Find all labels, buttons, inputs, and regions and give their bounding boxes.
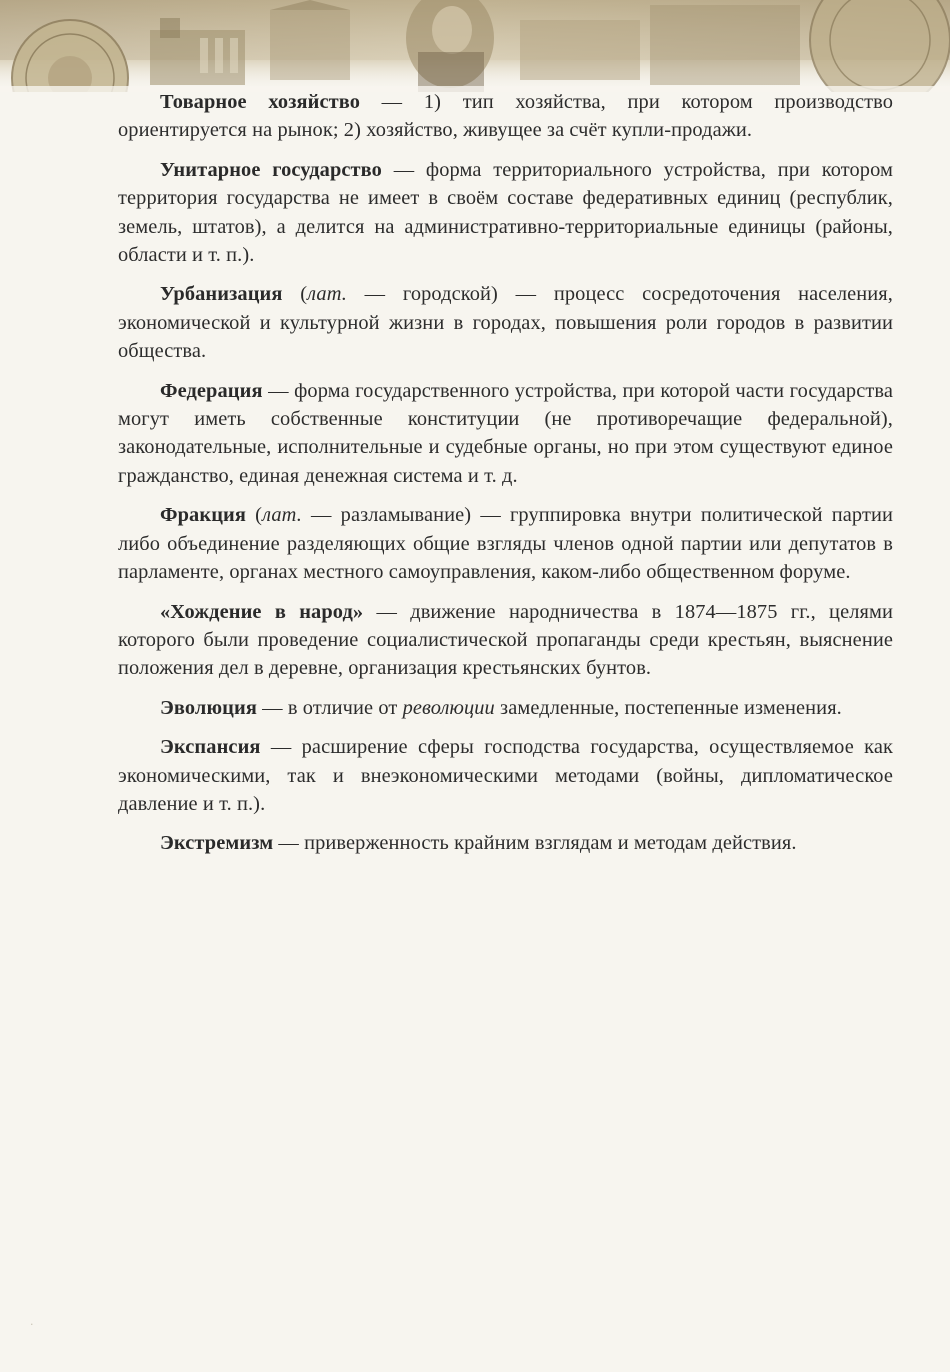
glossary-entry-urbanization xyxy=(118,280,893,365)
language-abbrev: лат. xyxy=(262,504,302,527)
definition-text-before: — в отличие от xyxy=(256,696,403,719)
glossary-entry-commodity-economy xyxy=(118,88,893,145)
definition-open-paren: ( xyxy=(246,504,263,527)
term-label: Федерация xyxy=(160,379,263,402)
glossary-entry-unitary-state xyxy=(118,156,893,270)
glossary-entry-evolution xyxy=(118,694,893,722)
glossary-entry-extremism xyxy=(118,829,893,857)
definition-text: — форма территориального устройства, при котором территория государства не имеет в своём составе федеративных единиц (республик, земель, штатов), а делится на административно-территориальные единицы (районы, области и т. п.). xyxy=(118,158,893,267)
term-label: Экспансия xyxy=(160,736,261,759)
glossary-entry-faction xyxy=(118,501,893,586)
definition-open-paren: ( xyxy=(282,283,308,306)
header-decorative-banner xyxy=(0,0,950,92)
term-label: Экстремизм xyxy=(160,832,274,855)
term-label: Унитарное государство xyxy=(160,158,382,181)
definition-text: замедленные, постепенные изменения. xyxy=(494,696,842,719)
header-vignette-image xyxy=(0,0,950,92)
term-label: «Хождение в народ» xyxy=(160,600,364,623)
glossary-entry-federation xyxy=(118,377,893,491)
definition-text: — расширение сферы господства государства, осуществляемое как экономическими, так и внеэкономическими методами (войны, дипломатическое давление и т. п.). xyxy=(118,736,893,815)
term-label: Фракция xyxy=(160,504,247,527)
definition-text: — форма государственного устройства, при которой части государства могут иметь собственные конституции (не противоречащие федеральной), законодательные, исполнительные и судебные органы, но при этом существуют единое гражданство, единая денежная система и т. д. xyxy=(118,379,893,487)
scan-speck-mark: · xyxy=(30,1318,34,1331)
term-label: Товарное хозяйство xyxy=(160,91,361,113)
term-label: Эволюция xyxy=(160,696,257,719)
definition-text: — разламывание) — группировка внутри политической партии либо объединение разделяющих общие взгляды членов одной партии или депутатов в парламенте, органах местного самоуправления, каком-либо общественном форуме. xyxy=(118,504,893,584)
glossary-entry-going-to-the-people xyxy=(118,598,893,683)
term-label: Урбанизация xyxy=(160,283,283,306)
definition-text: — 1) тип хозяйства, при котором производство ориентируется на рынок; 2) хозяйство, живущее за счёт купли-продажи. xyxy=(118,91,893,142)
glossary-content xyxy=(118,88,893,869)
cross-reference: революции xyxy=(402,696,495,719)
definition-text: — приверженность крайним взглядам и методам действия. xyxy=(273,832,797,855)
definition-text: — городской) — процесс сосредоточения населения, экономической и культурной жизни в городах, повышения роли городов в развитии общества. xyxy=(118,283,893,363)
definition-text: — движение народничества в 1874—1875 гг., целями которого были проведение социалистической пропаганды среди крестьян, выяснение положения дел в деревне, организация крестьянских бунтов. xyxy=(118,600,893,680)
glossary-entry-expansion xyxy=(118,733,893,818)
language-abbrev: лат. xyxy=(307,283,347,306)
